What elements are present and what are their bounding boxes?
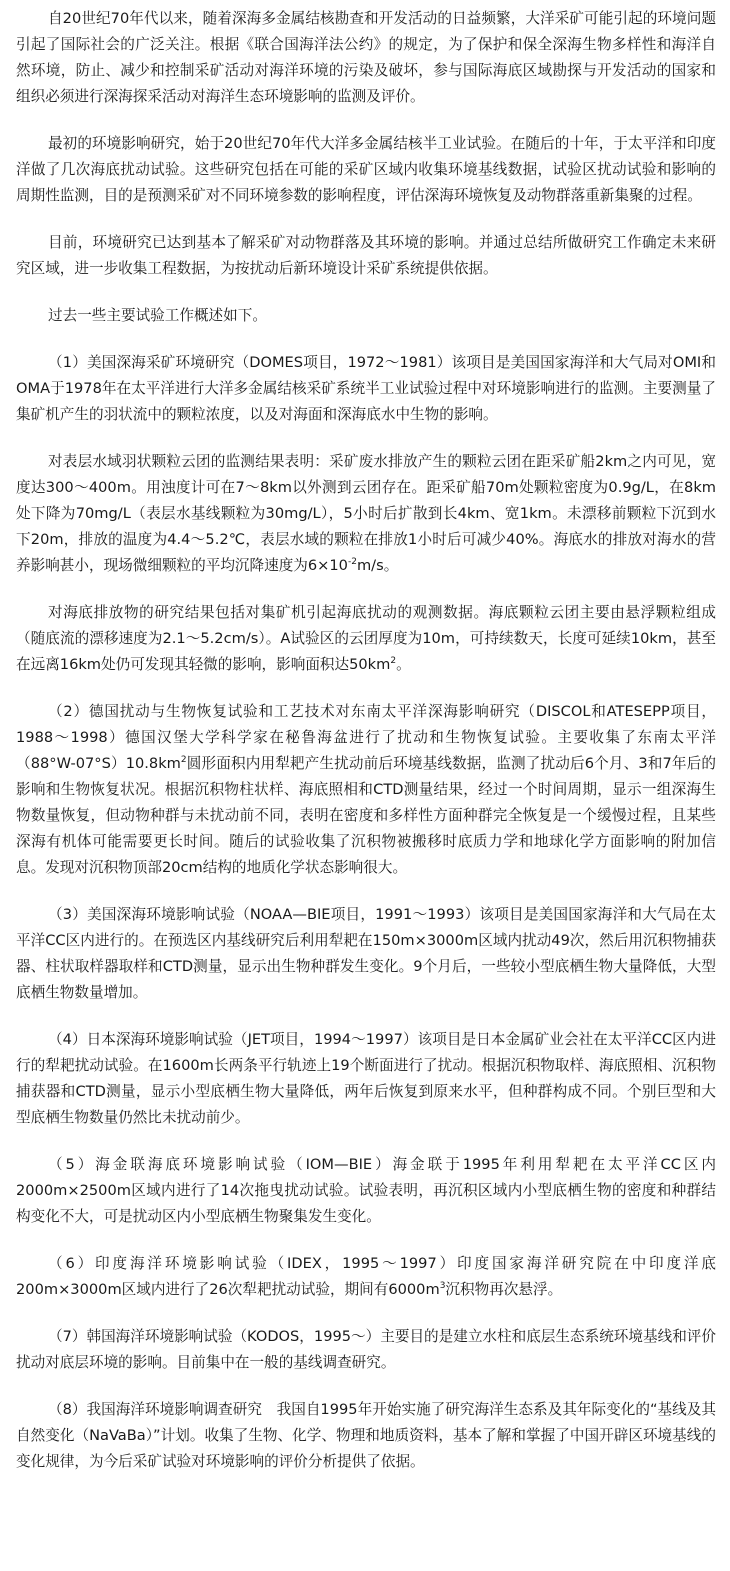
superscript: 3 [439, 1281, 446, 1292]
paragraph-overview: 过去一些主要试验工作概述如下。 [48, 307, 267, 324]
paragraph-kodos: （7）韩国海洋环境影响试验（KODOS，1995～）主要目的是建立水柱和底层生态系统环境基线和评价扰动对底层环境的影响。目前集中在一般的基线调查研究。 [16, 1328, 716, 1371]
paragraph-domes: （1）美国深海采矿环境研究（DOMES项目，1972～1981）该项目是美国国家海洋和大气局对OMI和OMA于1978年在太平洋进行大洋多金属结核采矿系统半工业试验过程中对环境影响进行的监测。主要测量了集矿机产生的羽状流中的颗粒浓度，以及对海面和深海底水中生物的影响。 [16, 354, 716, 423]
paragraph-bottom-discharge [16, 600, 716, 678]
paragraph-idex [16, 1251, 716, 1303]
paragraph-intro: 自20世纪70年代以来，随着深海多金属结核勘查和开发活动的日益频繁，大洋采矿可能引起的环境问题引起了国际社会的广泛关注。根据《联合国海洋法公约》的规定，为了保护和保全深海生物多样性和海洋自然环境，防止、减少和控制采矿活动对海洋环境的污染及破坏，参与国际海底区域勘探与开发活动的国家和组织必须进行深海探采活动对海洋生态环境影响的监测及评价。 [16, 10, 716, 105]
paragraph-text-tail: 圆形面积内用犁耙产生扰动前后环境基线数据，监测了扰动后6个月、3和7年后的影响和生物恢复状况。根据沉积物柱状样、海底照相和CTD测量结果，经过一个时间周期，显示一组深海生物数量恢复，但动物种群与未扰动前不同，表明在密度和多样性方面种群完全恢复是一个缓慢过程，且某些深海有机体可能需要更长时间。随后的试验收集了沉积物被搬移时底质力学和地球化学方面影响的附加信息。发现对沉积物顶部20cm结构的地质化学状态影响很大。 [16, 755, 717, 876]
superscript: 2 [390, 656, 397, 667]
superscript: -2 [347, 557, 357, 568]
paragraph-text: （2）德国扰动与生物恢复试验和工艺技术对东南太平洋深海影响研究（DISCOL和ATESEPP项目，1988～1998）德国汉堡大学科学家在秘鲁海盆进行了扰动和生物恢复试验。主要收集了东南太平洋（88°W-07°S）10.8km [16, 703, 716, 772]
paragraph-current-status: 目前，环境研究已达到基本了解采矿对动物群落及其环境的影响。并通过总结所做研究工作确定未来研究区域，进一步收集工程数据，为按扰动后新环境设计采矿系统提供依据。 [16, 234, 716, 277]
paragraph-jet: （4）日本深海环境影响试验（JET项目，1994～1997）该项目是日本金属矿业会社在太平洋CC区内进行的犁耙扰动试验。在1600m长两条平行轨迹上19个断面进行了扰动。根据沉积物取样、海底照相、沉积物捕获器和CTD测量，显示小型底栖生物大量降低，两年后恢复到原来水平，但种群构成不同。个别巨型和大型底栖生物数量仍然比未扰动前少。 [16, 1031, 716, 1126]
paragraph-text-tail: 沉积物再次悬浮。 [445, 1281, 563, 1298]
paragraph-iom-bie: （5）海金联海底环境影响试验（IOM—BIE）海金联于1995年利用犁耙在太平洋CC区内2000m×2500m区域内进行了14次拖曳扰动试验。试验表明，再沉积区域内小型底栖生物的密度和种群结构变化不大，可是扰动区内小型底栖生物聚集发生变化。 [16, 1156, 716, 1225]
superscript: 2 [180, 755, 187, 766]
paragraph-text: （6）印度海洋环境影响试验（IDEX，1995～1997）印度国家海洋研究院在中印度洋底200m×3000m区域内进行了26次犁耙扰动试验，期间有6000m [16, 1255, 716, 1298]
paragraph-text: 对表层水域羽状颗粒云团的监测结果表明：采矿废水排放产生的颗粒云团在距采矿船2km之内可见，宽度达300～400m。用浊度计可在7～8km以外测到云团存在。距采矿船70m处颗粒密度为0.9g/L，在8km处下降为70mg/L（表层水基线颗粒为30mg/L），5小时后扩散到长4km、宽1km。未漂移前颗粒下沉到水下20m，排放的温度为4.4～5.2℃，表层水域的颗粒在排放1小时后可减少40%。海底水的排放对海水的营养影响甚小，现场微细颗粒的平均沉降速度为6×10 [16, 453, 716, 574]
paragraph-noaa-bie: （3）美国深海环境影响试验（NOAA—BIE项目，1991～1993）该项目是美国国家海洋和大气局在太平洋CC区内进行的。在预选区内基线研究后利用犁耙在150m×3000m区域内扰动49次，然后用沉积物捕获器、柱状取样器取样和CTD测量，显示出生物种群发生变化。9个月后，一些较小型底栖生物大量降低，大型底栖生物数量增加。 [16, 906, 716, 1001]
paragraph-text: 对海底排放物的研究结果包括对集矿机引起海底扰动的观测数据。海底颗粒云团主要由悬浮颗粒组成（随底流的漂移速度为2.1～5.2cm/s）。A试验区的云团厚度为10m，可持续数天，长度可延续10km，甚至在远离16km处仍可发现其轻微的影响，影响面积达50km [16, 604, 716, 673]
paragraph-china: （8）我国海洋环境影响调查研究 我国自1995年开始实施了研究海洋生态系及其年际变化的“基线及其自然变化（NaVaBa）”计划。收集了生物、化学、物理和地质资料，基本了解和掌握了中国开辟区环境基线的变化规律，为今后采矿试验对环境影响的评价分析提供了依据。 [16, 1401, 716, 1470]
paragraph-text-tail: m/s。 [356, 557, 399, 574]
paragraph-surface-plume [16, 449, 716, 579]
paragraph-discol [16, 699, 716, 881]
paragraph-text-tail: 。 [396, 656, 411, 673]
paragraph-early-research: 最初的环境影响研究，始于20世纪70年代大洋多金属结核半工业试验。在随后的十年，于太平洋和印度洋做了几次海底扰动试验。这些研究包括在可能的采矿区域内收集环境基线数据，试验区扰动试验和影响的周期性监测，目的是预测采矿对不同环境参数的影响程度，评估深海环境恢复及动物群落重新集聚的过程。 [16, 135, 716, 204]
